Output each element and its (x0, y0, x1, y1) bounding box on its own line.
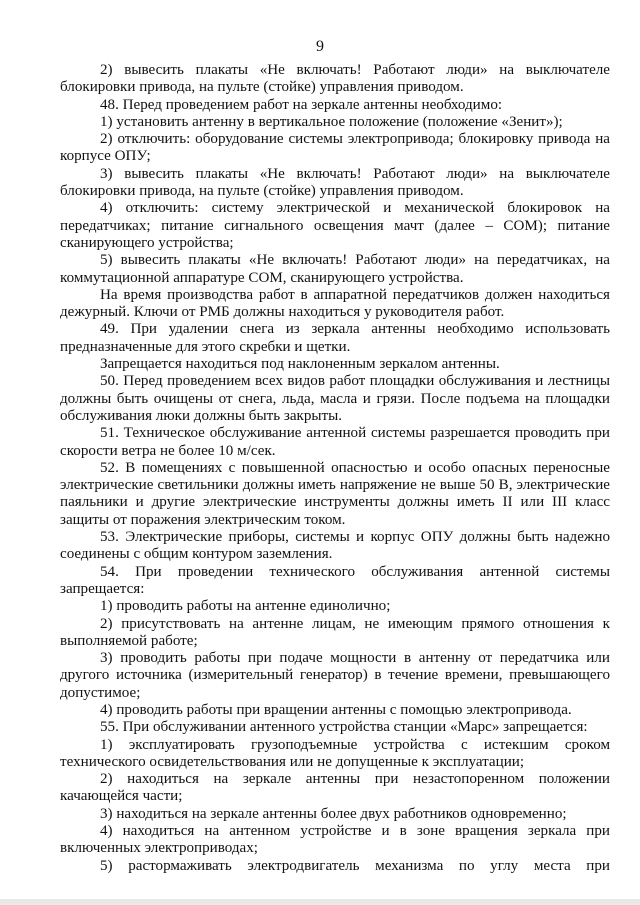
page-bottom-edge (0, 899, 640, 905)
paragraph: На время производства работ в аппаратной передатчиков должен находиться дежурный. Ключи от РМБ должны находиться у руководителя работ. (60, 286, 610, 321)
paragraph: 2) отключить: оборудование системы электропривода; блокировку привода на корпусе ОПУ; (60, 131, 610, 165)
paragraph: 51. Техническое обслуживание антенной системы разрешается проводить при скорости ветра не более 10 м/сек. (60, 425, 610, 459)
paragraph: 2) находиться на зеркале антенны при незастопоренном положении качающейся части; (60, 771, 610, 805)
paragraph: 5) растормаживать электродвигатель механизма по углу места при (100, 857, 610, 874)
document-body (60, 62, 610, 875)
paragraph: 54. При проведении технического обслуживания антенной системы запрещается: (60, 563, 610, 597)
paragraph: 49. При удалении снега из зеркала антенны необходимо использовать предназначенные для этого скребки и щетки. (60, 321, 610, 355)
paragraph: 1) установить антенну в вертикальное положение (положение «Зенит»); (100, 113, 563, 130)
paragraph: 50. Перед проведением всех видов работ площадки обслуживания и лестницы должны быть очищены от снега, льда, масла и грязи. После подъема на площадки обслуживания люки должны быть закрыты. (60, 373, 610, 424)
paragraph: 4) проводить работы при вращении антенны с помощью электропривода. (100, 701, 572, 718)
paragraph: 2) присутствовать на антенне лицам, не имеющим прямого отношения к выполняемой работе; (60, 615, 610, 649)
paragraph: 55. При обслуживании антенного устройства станции «Марс» запрещается: (100, 719, 588, 736)
paragraph: 5) вывесить плакаты «Не включать! Работают люди» на передатчиках, на коммутационной аппаратуре СОМ, сканирующего устройства. (60, 252, 610, 286)
paragraph: 3) вывесить плакаты «Не включать! Работают люди» на выключателе блокировки привода, на пульте (стойке) управления приводом. (60, 165, 610, 200)
paragraph: 53. Электрические приборы, системы и корпус ОПУ должны быть надежно соединены с общим контуром заземления. (60, 529, 610, 563)
paragraph: 3) проводить работы при подаче мощности в антенну от передатчика или другого источника (измерительный генератор) в течение времени, превышающего допустимое; (60, 650, 610, 701)
paragraph: Запрещается находиться под наклоненным зеркалом антенны. (100, 356, 500, 373)
paragraph: 2) вывесить плакаты «Не включать! Работают люди» на выключателе блокировки привода, на пульте (стойке) управления приводом. (60, 62, 610, 96)
paragraph: 48. Перед проведением работ на зеркале антенны необходимо: (100, 96, 503, 113)
paragraph: 4) отключить: систему электрической и механической блокировок на передатчиках; питание сигнального освещения мачт (далее – СОМ); питание сканирующего устройства; (60, 200, 610, 251)
page-number: 9 (316, 38, 324, 55)
paragraph: 1) эксплуатировать грузоподъемные устройства с истекшим сроком технического освидетельствования или не допущенные к эксплуатации; (60, 736, 610, 770)
paragraph: 1) проводить работы на антенне единолично; (100, 598, 391, 615)
paragraph: 3) находиться на зеркале антенны более двух работников одновременно; (100, 805, 567, 822)
paragraph: 52. В помещениях с повышенной опасностью и особо опасных переносные электрические светильники должны иметь напряжение не выше 50 В, электрические паяльники и другие электрические инструменты должны иметь II или III класс защиты от поражения электрическим током. (60, 459, 610, 528)
paragraph: 4) находиться на антенном устройстве и в зоне вращения зеркала при включенных электроприводах; (60, 823, 610, 857)
